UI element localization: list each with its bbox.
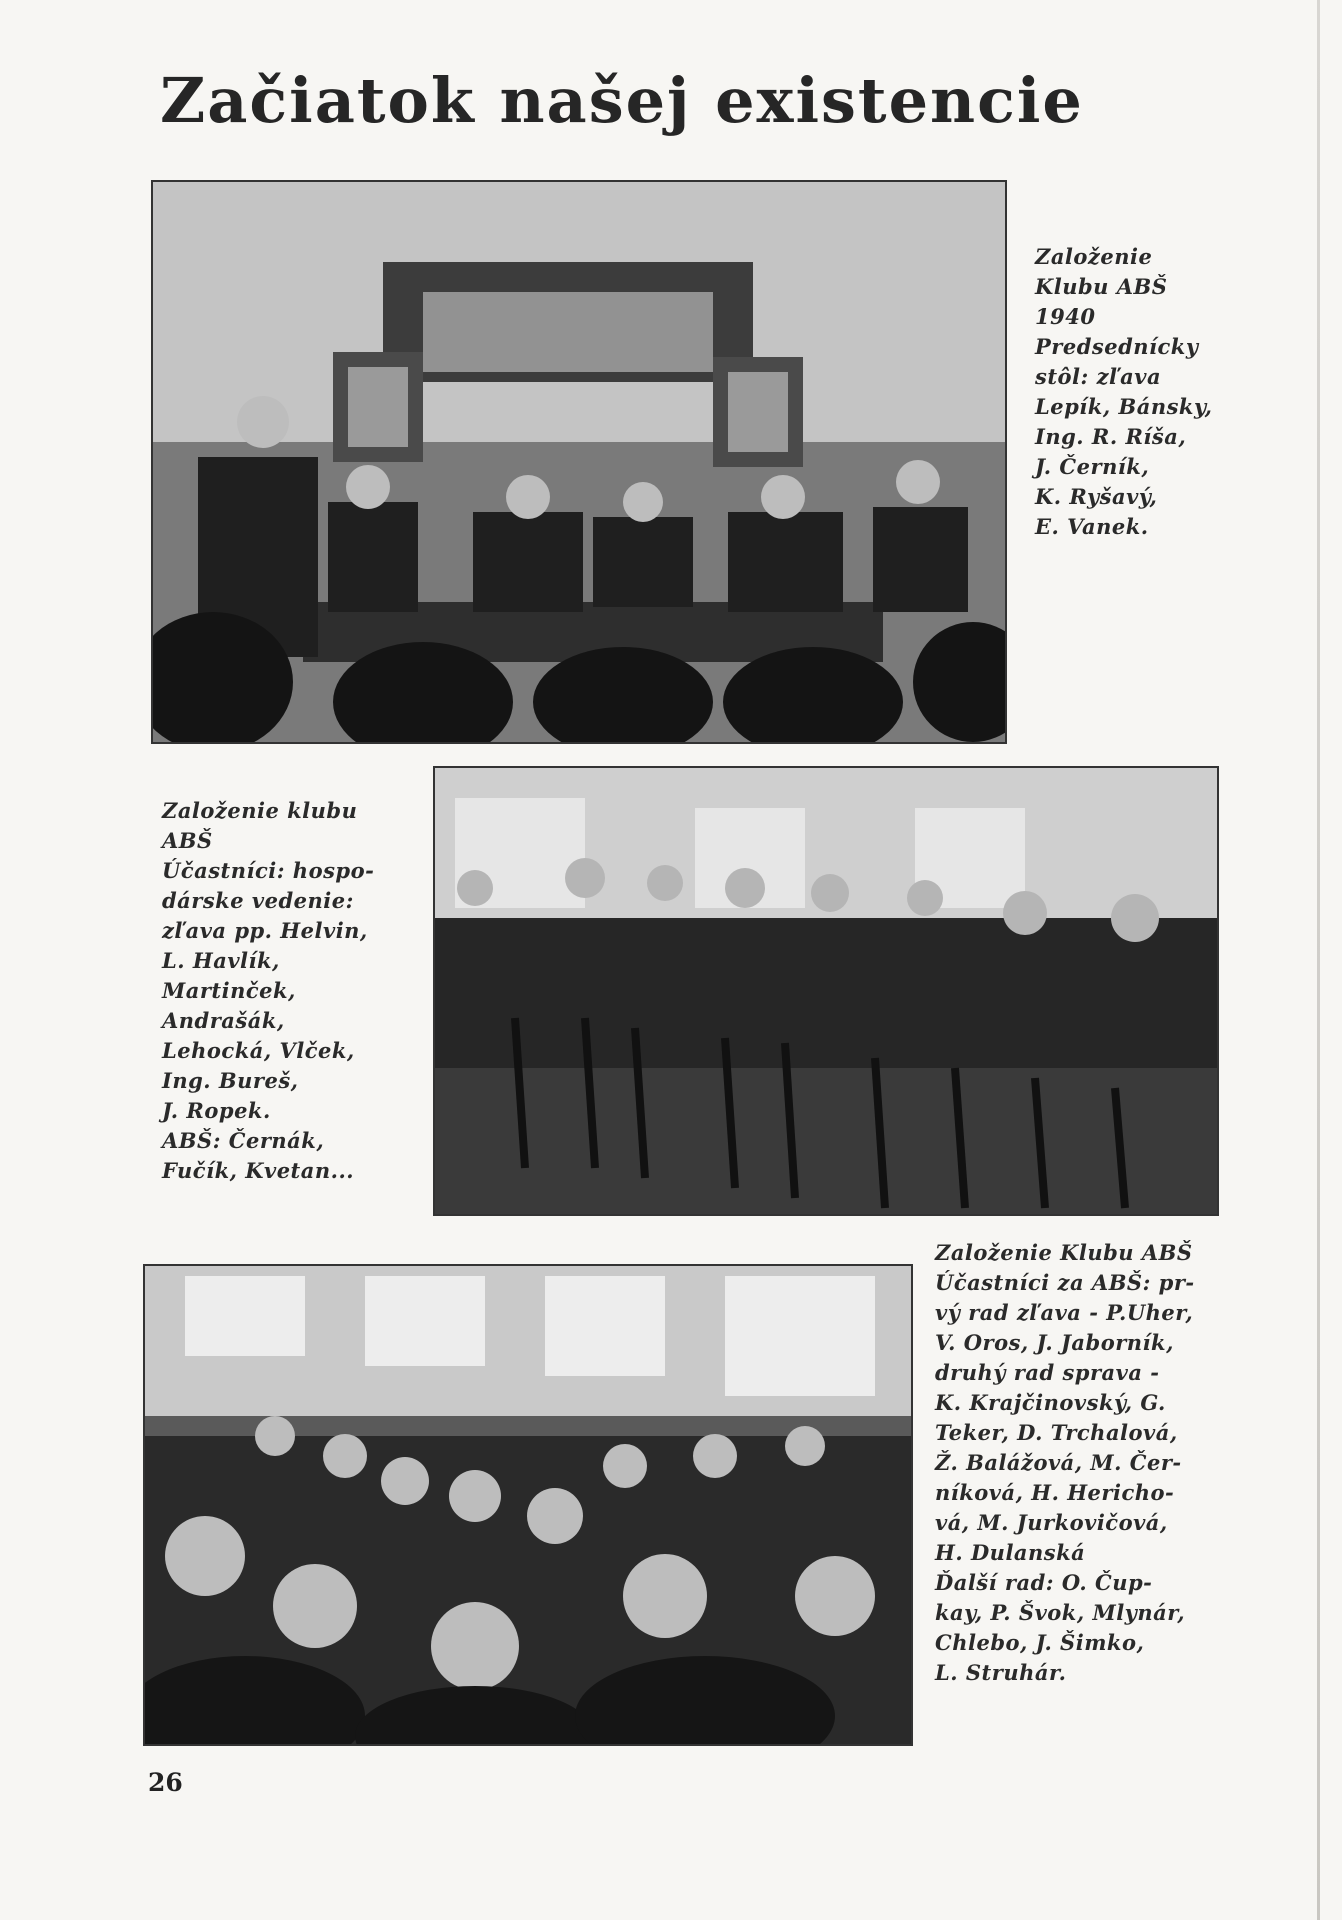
page-edge <box>1317 0 1320 1920</box>
caption-presidium-table: Založenie Klubu ABŠ 1940 Predsednícky stôl: zľava Lepík, Bánsky, Ing. R. Ríša, J. Černík, K. Ryšavý, E. Vanek. <box>1035 244 1213 539</box>
photo-abs-participants <box>143 1264 913 1746</box>
page-title: Začiatok našej existencie <box>160 64 1084 137</box>
photo-management-participants <box>433 766 1219 1216</box>
caption-abs-participants: Založenie Klubu ABŠ Účastníci za ABŠ: pr- vý rad zľava - P.Uher, V. Oros, J. Jaborník, druhý rad sprava - K. Krajčinovský, G. Teker, D. Trchalová, Ž. Balážová, M. Čer- níková, H. Hericho- vá, M. Jurkovičová, H. Dulanská Ďalší rad: O. Čup- kay, P. Švok, Mlynár, Chlebo, J. Šimko, L. Struhár. <box>935 1240 1195 1685</box>
page-number: 26 <box>148 1768 183 1797</box>
photo-presidium-table <box>151 180 1007 744</box>
caption-management-participants: Založenie klubu ABŠ Účastníci: hospo- dárske vedenie: zľava pp. Helvin, L. Havlík, Martinček, Andrašák, Lehocká, Vlček, Ing. Bureš, J. Ropek. ABŠ: Černák, Fučík, Kvetan... <box>162 798 375 1183</box>
